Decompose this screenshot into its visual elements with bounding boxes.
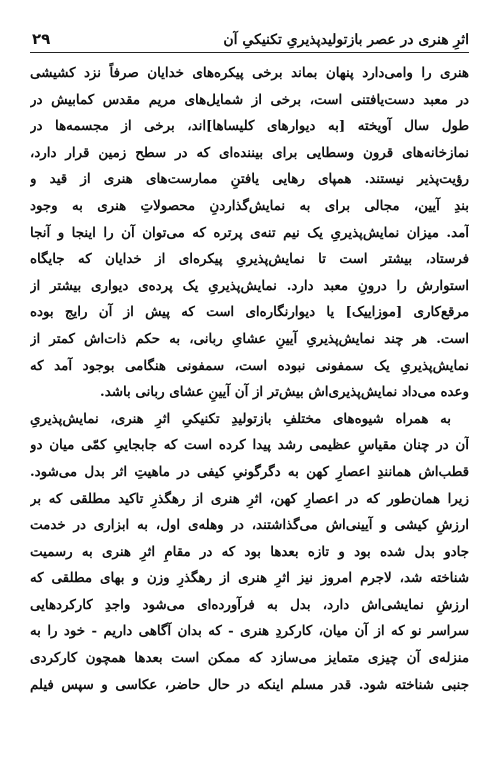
text-line: آن در چنان مقیاسِ عظیمی رشد پیدا کرده است که جابجاییِ کمّی میان دو <box>30 437 469 454</box>
page-number: ۲۹ <box>32 30 51 48</box>
text-line: ارزشِ کیشی و آیینی‌اش می‌گذاشتند، در وهله‌ی اول، به ابزاری در خدمت <box>30 517 469 534</box>
text-line: استوارش را درونِ معبد دارد. نمایش‌پذیریِ یک پرده‌ی دیواری بیشتر از <box>30 277 469 294</box>
body-text <box>30 60 469 698</box>
text-line: زیرا همان‌طور که در اعصارِ کهن، اثرِ هنری از رهگذرِ تاکید مطلقی که بر <box>30 490 469 507</box>
text-line: آمد. میزان نمایش‌پذیریِ یک نیم تنه‌ی پرتره که می‌توان آن را اینجا و آنجا <box>30 224 469 241</box>
text-line: فرستاد، بیشتر است تا نمایش‌پذیریِ پیکره‌ای از خدایان که جایگاه <box>30 251 469 268</box>
text-line: در معبد دست‌یافتنی است، برخی از شمایل‌های مریم مقدس کمابیش در <box>30 91 469 108</box>
text-line: نمازخانه‌های قرون وسطایی برای بیننده‌ای که در سطح زمین قرار دارد، <box>30 144 469 161</box>
paragraph-1 <box>30 60 469 406</box>
text-line: جنبی شناخته شود. قدر مسلم اینکه در حال حاضر، عکاسی و سپس فیلم <box>30 676 469 693</box>
header-rule <box>30 52 469 53</box>
text-line: رؤیت‌پذیر نیستند. همپای رهایی یافتنِ ممارست‌های هنری از قید و <box>30 171 469 188</box>
text-line: وعده می‌داد نمایش‌پذیری‌اش بیش‌تر از آن آیینِ عشای ربانی باشد. <box>100 384 469 401</box>
text-line: جادو بدل شده بود و تازه بعدها بود که در مقامِ اثرِ هنری به رسمیت <box>30 543 469 560</box>
text-line: منزله‌ی آن چیزی متمایز می‌سازد که ممکن است بعدها همچون کارکردی <box>30 650 469 667</box>
text-line: شناخته شد، لاجرم امروز نیز اثرِ هنری از رهگذرِ وزن و بهای مطلقی که <box>30 570 469 587</box>
text-line: ارزشِ نمایشی‌اش دارد، بدل به فرآورده‌ای می‌شود واجدِ کارکردهایی <box>30 596 469 613</box>
running-head <box>32 26 469 48</box>
running-title: اثرِ هنری در عصر بازتولیدپذیریِ تکنیکیِ آن <box>223 32 469 48</box>
text-line: است. هر چند نمایش‌پذیریِ آیینِ عشایِ ربانی، به حکم ذات‌اش کمتر از <box>30 330 469 347</box>
text-line: بندِ آیین، مجالی برای به نمایش‌گذاردنِ محصولاتِ هنری به وجود <box>30 197 469 214</box>
text-line: مرقع‌کاری [موزاییک] یا دیوارنگاره‌ای است که پیش از آن رایج بوده <box>30 304 469 321</box>
text-line: نمایش‌پذیریِ یک سمفونی نبوده است، سمفونی هنگامی بوجود آمد که <box>30 357 469 374</box>
paragraph-2 <box>30 406 469 699</box>
text-line: طول سال آویخته [به دیوارهای کلیساها]اند، برخی از مجسمه‌ها در <box>30 118 469 135</box>
text-line: به همراه شیوه‌های مختلفِ بازتولیدِ تکنیکیِ اثرِ هنری، نمایش‌پذیریِ <box>30 410 451 427</box>
text-line: قطب‌اش همانندِ اعصارِ کهن به دگرگونیِ کیفی در ماهیتِ اثر بدل می‌شود. <box>30 463 469 480</box>
text-line: هنری را وامی‌دارد پنهان بماند برخی پیکره‌های خدایان صرفاً نزد کشیشی <box>30 65 469 81</box>
text-line: سراسر نو که از آن میان، کارکردِ هنری - که بدان آگاهی داریم - خود را به <box>30 623 469 640</box>
